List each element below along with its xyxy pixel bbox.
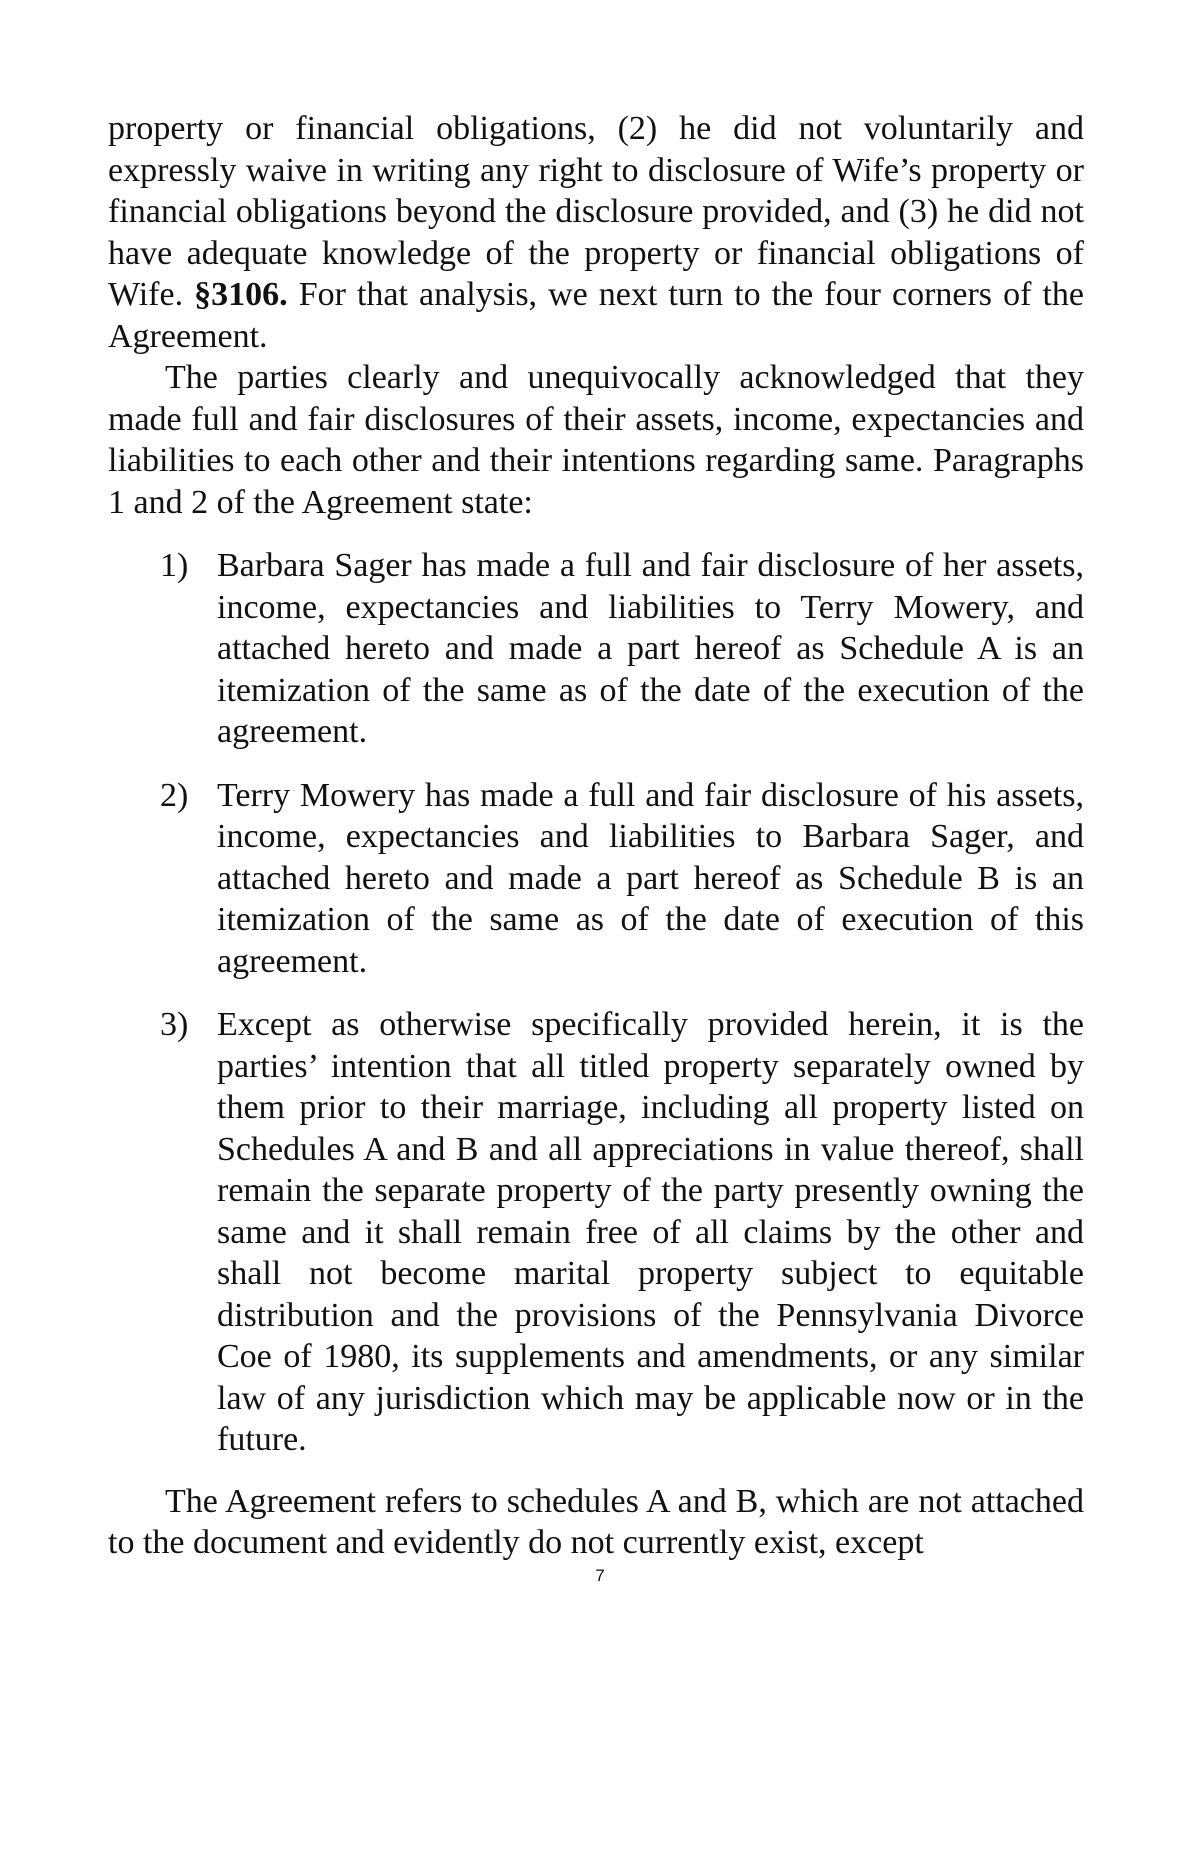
page-number: 7 xyxy=(595,1566,605,1585)
paragraph-text: property or financial obligations, (2) he did not voluntarily and expressly waive in writing any right to disclosure of Wife’s property or financial obligations beyond the disclosure provided, and (3) he did not have adequate knowledge of the property or financial obligations of Wife. xyxy=(108,110,1084,313)
list-item xyxy=(108,1004,1084,1461)
list-item-number: 1) xyxy=(160,547,189,584)
list-item xyxy=(108,775,1084,983)
list-item-number: 3) xyxy=(160,1006,189,1043)
statute-citation: §3106. xyxy=(194,276,288,313)
paragraph-schedules: The Agreement refers to schedules A and B, which are not attached to the document and evidently do not currently exist, except xyxy=(108,1482,1084,1561)
list-item xyxy=(108,545,1084,753)
list-item-number: 2) xyxy=(160,776,189,814)
paragraph-text: For that analysis, we next turn to the four corners of the Agreement. xyxy=(108,276,1084,355)
agreement-quoted-list xyxy=(108,545,1084,1461)
list-item-text: Barbara Sager has made a full and fair disclosure of her assets, income, expectancies and liabilities to Terry Mowery, and attached hereto and made a part hereof as Schedule A is an itemization of the same as of the date of the execution of the agreement. xyxy=(217,547,1084,750)
document-page xyxy=(108,108,1084,1564)
paragraph-statutory-requirements xyxy=(108,108,1084,357)
paragraph-disclosures: The parties clearly and unequivocally acknowledged that they made full and fair disclosures of their assets, income, expectancies and liabilities to each other and their intentions regarding same. Paragraphs 1 and 2 of the Agreement state: xyxy=(108,359,1084,521)
list-item-text: Terry Mowery has made a full and fair disclosure of his assets, income, expectancies and liabilities to Barbara Sager, and attached hereto and made a part hereof as Schedule B is an itemization of the same as of the date of execution of this agreement. xyxy=(217,776,1084,980)
list-item-text: Except as otherwise specifically provided herein, it is the parties’ intention that all titled property separately owned by them prior to their marriage, including all property listed on Schedules A and B and all appreciations in value thereof, shall remain the separate property of the party presently owning the same and it shall remain free of all claims by the other and shall not become marital property subject to equitable distribution and the provisions of the Pennsylvania Divorce Coe of 1980, its supplements and amendments, or any similar law of any jurisdiction which may be applicable now or in the future. xyxy=(217,1006,1084,1458)
